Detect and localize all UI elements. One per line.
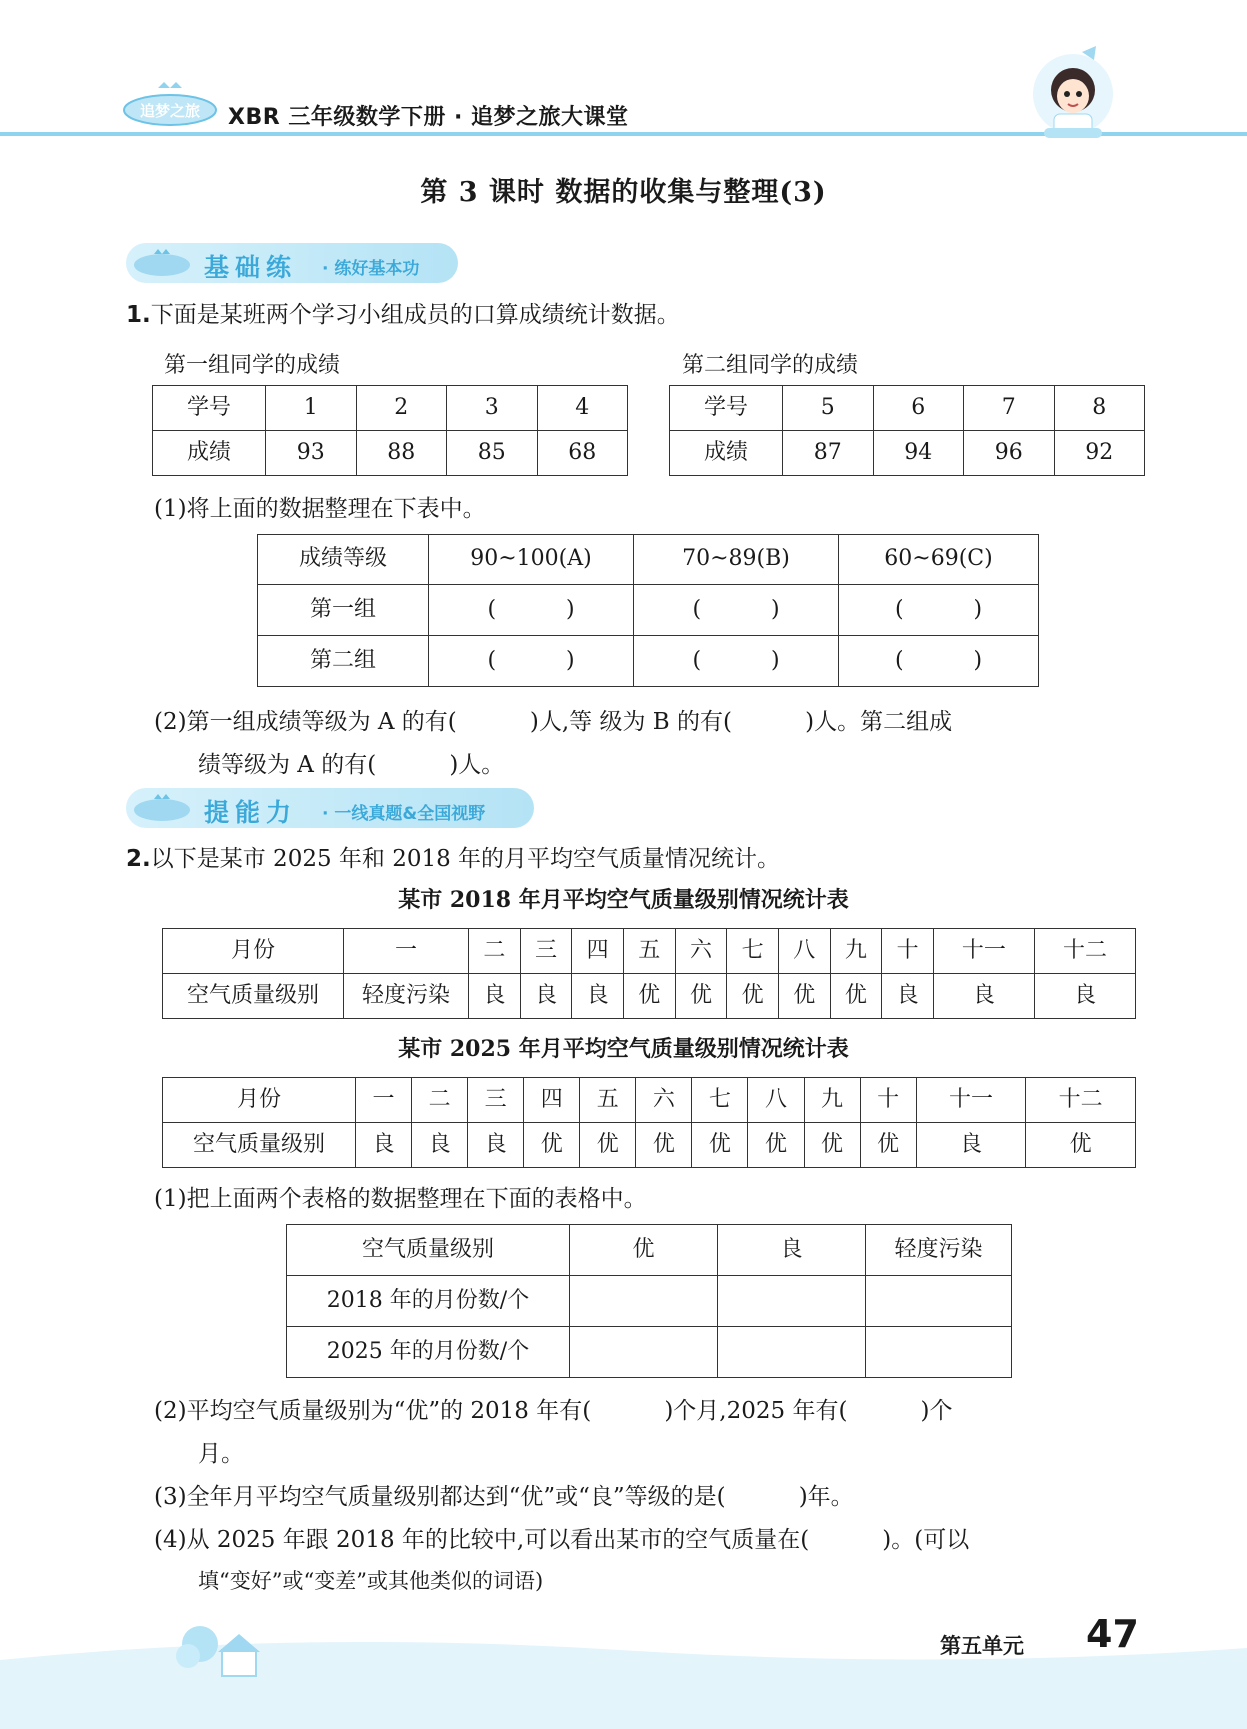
section-badge-icon: [132, 792, 192, 824]
q2-sub2-line1: (2)平均空气质量级别为“优”的 2018 年有( )个月,2025 年有( )个: [154, 1398, 953, 1424]
month-header-cell: 四: [572, 929, 624, 974]
month-header-cell: 九: [804, 1078, 860, 1123]
month-header-cell: 三: [520, 929, 572, 974]
table-cell: 学号: [153, 386, 266, 431]
air-quality-cell: 优: [727, 974, 779, 1019]
answer-cell[interactable]: [718, 1276, 866, 1327]
air-quality-cell: 良: [1034, 974, 1135, 1019]
table-cell: 成绩: [153, 431, 266, 476]
table-title-2018: 某市 2018 年月平均空气质量级别情况统计表: [398, 887, 849, 913]
table-cell: 2018 年的月份数/个: [287, 1276, 570, 1327]
question-2: [126, 840, 780, 873]
air-quality-cell: 良: [468, 1123, 524, 1168]
section-banner-basic: [126, 243, 458, 283]
table-title-2025: 某市 2025 年月平均空气质量级别情况统计表: [398, 1036, 849, 1062]
section-title: 提能力: [204, 798, 298, 827]
table-cell: 94: [873, 431, 964, 476]
air-quality-cell: 良: [412, 1123, 468, 1168]
table-cell: 85: [447, 431, 538, 476]
month-header-cell: 二: [469, 929, 521, 974]
month-header-cell: 一: [356, 1078, 412, 1123]
q1-sub1: (1)将上面的数据整理在下表中。: [154, 496, 486, 522]
answer-blank[interactable]: ( ): [429, 636, 634, 687]
table-cell: 优: [570, 1225, 718, 1276]
q2-sub4-line2: 填“变好”或“变差”或其他类似的词语): [198, 1569, 544, 1593]
question-number: 1.: [126, 302, 151, 328]
air-quality-cell: 良: [933, 974, 1034, 1019]
table-cell: 87: [783, 431, 874, 476]
q2-sub1: (1)把上面两个表格的数据整理在下面的表格中。: [154, 1186, 647, 1212]
air-quality-cell: 优: [830, 974, 882, 1019]
month-header-cell: 月份: [163, 1078, 356, 1123]
table-cell: 1: [266, 386, 357, 431]
table-cell: 空气质量级别: [287, 1225, 570, 1276]
answer-blank[interactable]: ( ): [839, 636, 1039, 687]
air-quality-cell: 空气质量级别: [163, 974, 344, 1019]
table-cell: 良: [718, 1225, 866, 1276]
group2-score-table: [669, 385, 1145, 476]
air-quality-cell: 良: [882, 974, 934, 1019]
air-quality-cell: 优: [524, 1123, 580, 1168]
table-cell: 第二组: [258, 636, 429, 687]
air-quality-cell: 良: [520, 974, 572, 1019]
question-text: 以下是某市 2025 年和 2018 年的月平均空气质量情况统计。: [150, 846, 781, 872]
table-cell: 5: [783, 386, 874, 431]
section-title: 基础练: [204, 253, 298, 282]
month-header-cell: 五: [623, 929, 675, 974]
answer-cell[interactable]: [718, 1327, 866, 1378]
air-quality-cell: 轻度污染: [344, 974, 469, 1019]
month-header-cell: 九: [830, 929, 882, 974]
month-header-cell: 七: [727, 929, 779, 974]
air-quality-cell: 优: [692, 1123, 748, 1168]
question-number: 2.: [126, 846, 151, 872]
table-cell: 4: [537, 386, 628, 431]
group1-score-table: [152, 385, 628, 476]
table-cell: 学号: [670, 386, 783, 431]
answer-blank[interactable]: ( ): [634, 585, 839, 636]
table-cell: 88: [356, 431, 447, 476]
table-cell: 第一组: [258, 585, 429, 636]
table-cell: 成绩: [670, 431, 783, 476]
table-cell: 轻度污染: [866, 1225, 1012, 1276]
air-quality-cell: 空气质量级别: [163, 1123, 356, 1168]
section-subtitle: · 一线真题&全国视野: [322, 804, 486, 824]
section-badge-icon: [132, 247, 192, 279]
q2-sub2-line2: 月。: [198, 1441, 244, 1467]
answer-blank[interactable]: ( ): [429, 585, 634, 636]
answer-cell[interactable]: [866, 1276, 1012, 1327]
answer-cell[interactable]: [866, 1327, 1012, 1378]
air-quality-cell: 优: [778, 974, 830, 1019]
answer-cell[interactable]: [570, 1327, 718, 1378]
air-quality-cell: 良: [356, 1123, 412, 1168]
section-subtitle: · 练好基本功: [322, 259, 420, 279]
table-cell: 8: [1054, 386, 1145, 431]
month-header-cell: 四: [524, 1078, 580, 1123]
month-header-cell: 二: [412, 1078, 468, 1123]
month-header-cell: 十二: [1034, 929, 1135, 974]
answer-blank[interactable]: ( ): [839, 585, 1039, 636]
month-header-cell: 八: [778, 929, 830, 974]
month-header-cell: 六: [636, 1078, 692, 1123]
air-quality-cell: 优: [804, 1123, 860, 1168]
q2-sub3: (3)全年月平均空气质量级别都达到“优”或“良”等级的是( )年。: [154, 1484, 854, 1510]
group2-caption: 第二组同学的成绩: [682, 353, 859, 378]
month-header-cell: 七: [692, 1078, 748, 1123]
month-header-cell: 十: [860, 1078, 916, 1123]
table-cell: 96: [964, 431, 1055, 476]
air-quality-cell: 优: [636, 1123, 692, 1168]
air-quality-cell: 优: [675, 974, 727, 1019]
table-cell: 93: [266, 431, 357, 476]
month-header-cell: 一: [344, 929, 469, 974]
table-cell: 7: [964, 386, 1055, 431]
month-header-cell: 十一: [933, 929, 1034, 974]
q2-sub4-line1: (4)从 2025 年跟 2018 年的比较中,可以看出某市的空气质量在( )。(可以: [154, 1527, 970, 1553]
month-header-cell: 月份: [163, 929, 344, 974]
air-quality-cell: 良: [469, 974, 521, 1019]
air-quality-cell: 优: [1026, 1123, 1136, 1168]
unit-label: 第五单元: [940, 1634, 1024, 1658]
month-header-cell: 十一: [916, 1078, 1026, 1123]
section-banner-improve: [126, 788, 534, 828]
grade-table: [257, 534, 1039, 687]
answer-blank[interactable]: ( ): [634, 636, 839, 687]
table-cell: 70~89(B): [634, 535, 839, 585]
table-cell: 68: [537, 431, 628, 476]
air-quality-cell: 优: [623, 974, 675, 1019]
month-header-cell: 五: [580, 1078, 636, 1123]
air-quality-cell: 优: [860, 1123, 916, 1168]
air-quality-table-2018: [162, 928, 1136, 1019]
month-header-cell: 十: [882, 929, 934, 974]
answer-cell[interactable]: [570, 1276, 718, 1327]
month-header-cell: 六: [675, 929, 727, 974]
month-header-cell: 八: [748, 1078, 804, 1123]
logo-text: 追梦之旅: [139, 102, 201, 120]
book-title: XBR 三年级数学下册 · 追梦之旅大课堂: [228, 105, 629, 130]
air-quality-cell: 优: [580, 1123, 636, 1168]
table-cell: 2: [356, 386, 447, 431]
q1-sub2-line1: (2)第一组成绩等级为 A 的有( )人,等 级为 B 的有( )人。第二组成: [154, 709, 953, 735]
question-text: 下面是某班两个学习小组成员的口算成绩统计数据。: [150, 302, 680, 328]
air-quality-summary-table: [286, 1224, 1012, 1378]
q1-sub2-line2: 绩等级为 A 的有( )人。: [198, 752, 505, 778]
air-quality-table-2025: [162, 1077, 1136, 1168]
table-cell: 90~100(A): [429, 535, 634, 585]
footer-wave: [0, 1620, 1247, 1729]
table-cell: 2025 年的月份数/个: [287, 1327, 570, 1378]
air-quality-cell: 良: [572, 974, 624, 1019]
month-header-cell: 三: [468, 1078, 524, 1123]
table-cell: 92: [1054, 431, 1145, 476]
table-cell: 成绩等级: [258, 535, 429, 585]
table-cell: 3: [447, 386, 538, 431]
air-quality-cell: 优: [748, 1123, 804, 1168]
air-quality-cell: 良: [916, 1123, 1026, 1168]
brand-logo: [120, 80, 220, 128]
month-header-cell: 十二: [1026, 1078, 1136, 1123]
table-cell: 60~69(C): [839, 535, 1039, 585]
table-cell: 6: [873, 386, 964, 431]
group1-caption: 第一组同学的成绩: [164, 353, 341, 378]
mascot-illustration: [1030, 44, 1116, 142]
page-number: 47: [1086, 1612, 1139, 1656]
lesson-title: 第 3 课时 数据的收集与整理(3): [420, 177, 827, 208]
question-1: [126, 296, 680, 329]
